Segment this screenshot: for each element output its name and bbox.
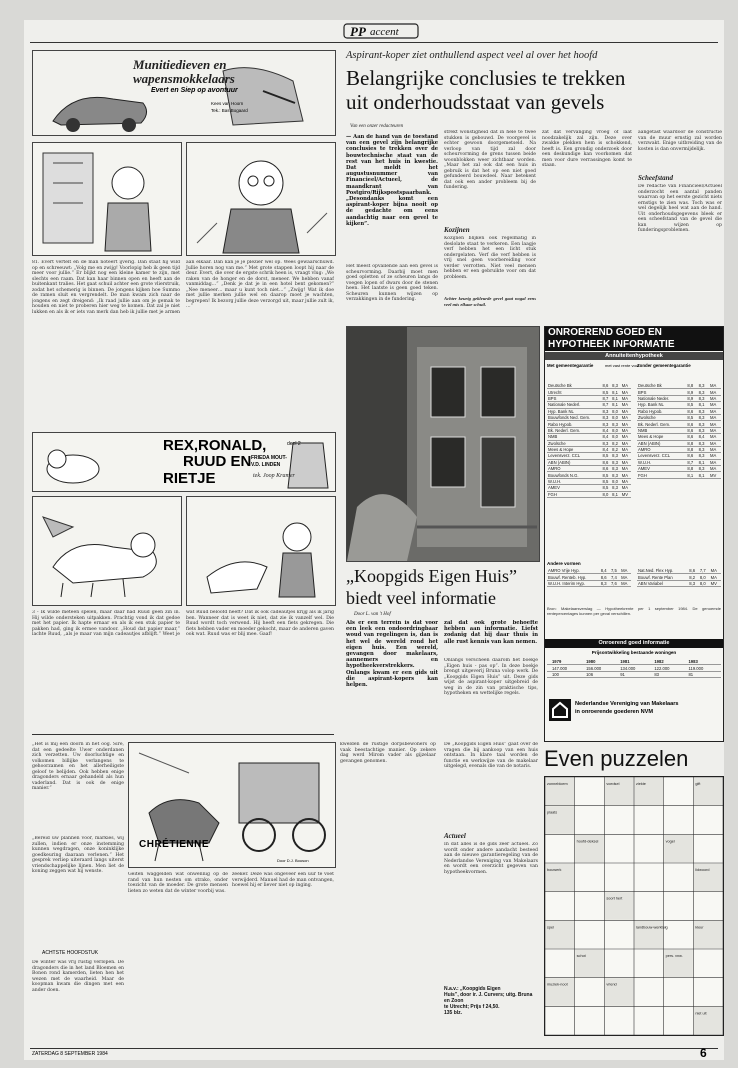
table-cell: 8,7	[686, 459, 697, 465]
table-cell: Mees & Hope	[547, 446, 601, 452]
table-cell: 8,6	[686, 434, 697, 440]
article-byline: Van een onzer redacteuren	[350, 124, 404, 129]
rex-author1: FRIEDA MOUT-	[251, 455, 287, 461]
comic1-caption: 81. Evert vertelt en de man noteert ijverig. Dan staat hij wild op en schreeuwt: „Volg me en zwijg! Voorlopig heb ik geen tijd meer voor jullie.” Er blijkt nog een kleine kamer te zijn, met slechts een raam. Dat kan haar binnen open en heeft aan de buitenkant tralies. Het gaat schuil achter een grote vlierstruik, zodat het schemerig is binnen. De jongens kijken hoe Summo de ramen sluit en vergrendelt. De man kwam zich naar de jongens en zegt dreigend: „Ik raad jullie aan om je gemak te houden en niet te proberen hier weg te komen. Dat zal je niet lukken en als ik er iets van merk dan heb ik jullie met je armen aan elkaar. Dan kan je je plezier wel op. Wees gewaarschuwd. Jullie horen nog van me.” Met grote stappen loopt hij naar de deur. Evert, die over de ergste schrik heen is, vraagt vlug: „We raken van de honger en de dorst, meneer. We hebben vanaf vanmiddag…” „Denk je dat je in een hotel bent gekomen?” „Nee meneer… maar u kunt toch niet…” „Zwijg! Wat ik doe met jullie merken jullie wel en daarop moet je wachten, begrepen! Ik bezorg jullie deze verzorgd uit, maar jullie zult ik, …”	[32, 260, 334, 315]
accent-logo-icon	[342, 22, 422, 40]
table-cell: 8,7	[601, 395, 611, 401]
table-cell: 8,0	[611, 408, 621, 414]
hypo-col-left: Met gemeentegarantie	[547, 363, 594, 368]
table-cell: Deutsche Bk	[637, 383, 686, 389]
bookinfo-line2: Huis”, door ir. J. Curvers; uitg. Bruna en Zoon	[444, 992, 533, 1004]
table-cell: MA	[709, 434, 721, 440]
table-cell: MA	[621, 395, 631, 401]
table-cell: 8,3	[611, 472, 621, 478]
hypo-table-var2	[637, 568, 721, 587]
table-cell: 8,5	[601, 485, 611, 491]
table-cell: MA	[621, 459, 631, 465]
puzzle-clue: hoofd-deksel	[576, 839, 599, 844]
article-body3: Kozijnen blijken ook regelmatig in deslolate staat te verkeren. Een laagje verf hebben het een licht stuk ondergelaten. Verf die verf hebben is vrij snel geen voorbereiding voor verder verrotten. Niet veel mensen hebben er een gebruikte voor om dat probleem.	[444, 236, 536, 280]
table-cell: 8,3	[611, 459, 621, 465]
table-cell: MA	[709, 383, 721, 389]
table-cell: 7,4	[610, 574, 620, 580]
article-body5: aangetast waardoor de constructie van de muur ernstig zal worden verzwakt. Enige uitbreiding van de kosten is dan onvermijdelijk.	[638, 130, 722, 152]
table-row	[547, 491, 631, 497]
comic-drawing-2	[187, 143, 335, 255]
hypo-footnote: Bron: Makelaarsverslag — Hypotheekrente per 1 september 1984. De genoemde rentepercentages kunnen per geval verschillen.	[547, 607, 721, 616]
table-cell: 8,3	[698, 395, 709, 401]
table-cell: 8,1	[611, 389, 621, 395]
rex-title-line3: RIETJE	[163, 470, 216, 487]
rex-caption: 3 - Ik wilde meteen spelen, maar daar had Ruud geen zin in. Hij wilde ondersteken uitpakken. Prachtig vond ik dat gedoe met het papier. Ik hapte ernaar en als ik een stuk papier te pakken had, ging ik ermee vandoor. „Houd dat papier maar,” lachte Ruud, „als je maar van mijn cadeautjes afblijft.” Weet je wat Ruud beloofd heeft? Dat ik ook cadeautjes krijg als ik jarig ben. Wanneer dat is weet ik niet, dat zie ik vanzelf wel. Die Ruud wordt toch verwend. Hij heeft een fiets gekregen. Die fiets hebben vader en moeder gekocht, maar de anderen gaven ook wat. Ruud was er blij mee. Gaaf!	[32, 610, 334, 637]
table-cell: MA	[709, 453, 721, 459]
nvm-line2: in onroerende goederen NVM	[575, 709, 654, 715]
puzzle-clue: vogel	[665, 839, 675, 844]
table-cell: 8,5	[601, 389, 611, 395]
article-subhead-scheefstand: Scheefstand	[638, 174, 673, 182]
puzzle-clue: landbouw-werktuig	[636, 925, 668, 930]
table-cell: MV	[621, 491, 631, 497]
table-cell: 8,3	[611, 383, 621, 389]
rex-illustrator: tek. Joop Kramer	[253, 473, 295, 479]
table-cell: AMEV	[637, 466, 686, 472]
table-cell: Bk. Nederl. Gem.	[547, 427, 601, 433]
article-kicker: Aspirant-koper ziet onthullend aspect veel al over het hoofd	[346, 50, 598, 61]
table-cell: 8,3	[698, 421, 709, 427]
table-cell: MA	[709, 427, 721, 433]
koopgids-body4: In dat alles is de gids zeer actueel. Zo wordt onder andere aandacht besteed aan de nieuwe garantieregeling van de Nederlandse Vereniging van Makelaars en wordt een overzicht gegeven van hypotheekvormen.	[444, 842, 538, 875]
hypo-title-line2: HYPOTHEEK INFORMATIE	[545, 339, 724, 351]
table-cell: 8,0	[699, 574, 710, 580]
table-cell: AMRO	[547, 466, 601, 472]
table-row	[637, 472, 721, 478]
puzzle-clue: spel	[547, 925, 554, 930]
table-cell: 8,1	[611, 395, 621, 401]
koopgids-lead: Als er een terrein is dat voor een leek een ondoordringbaar woud van regelingen is, dan is het wel de wereld rond het eigen huis. Een wereld, gevangen door makelaars, aannemers en hypotheekverstrekkers. Onlangs kwam er een gids uit die aspirant-kopers kan helpen.	[346, 620, 438, 689]
table-cell: 8,1	[686, 472, 697, 478]
og-year: 1980	[585, 659, 619, 665]
table-cell: 8,5	[686, 414, 697, 420]
table-cell: MA	[621, 408, 631, 414]
table-cell: 8,6	[601, 466, 611, 472]
table-cell: 8,3	[698, 427, 709, 433]
table-cell: FGH	[637, 472, 686, 478]
article-lead: — Aan de hand van de toestand van een gevel zijn belangrijke conclusies te trekken over de bouwtechnische staat van de rest van het huis in kwestie. Dat meldt het augustusnummer van Financieel/Actueel, de maandkrant van Postgiro/Rijkspostspaarbank. „Desondanks komt een aspirant-koper bijna nooit op de gedachte om eens aandachtig naar een gevel te kijken”.	[346, 134, 438, 227]
og-subtitle: Prijsontwikkeling bestaande woningen	[591, 650, 677, 655]
article-body1: Het meest opvallende aan een gevel is scheurvorming. Daarbij moet men goed opletten of ze scheuren langs de voegen lopen of dwars door de stenen heen. Het laatste is geen goed teken. Scheuren kunnen wijzen op verzakkingen in de fundering.	[346, 264, 438, 302]
og-cell: 156.000	[585, 665, 619, 671]
page-number: 6	[700, 1046, 707, 1060]
table-cell: MA	[709, 389, 721, 395]
chretienne-body5: kwelden de rustige dorpsbewoners op vaak beestachtige manier. Op zekere dag werd Mirom vader als gijzelaar gevangen genomen.	[340, 742, 436, 764]
og-cell: 81	[687, 671, 721, 677]
table-cell: MA	[621, 440, 631, 446]
table-cell: Mees & Hope	[637, 434, 686, 440]
table-cell: 8,3	[601, 440, 611, 446]
table-cell: 8,3	[698, 389, 709, 395]
top-rule	[30, 42, 718, 43]
table-cell: FGH	[547, 491, 601, 497]
og-cell: 122.000	[653, 665, 687, 671]
table-cell: 8,6	[686, 408, 697, 414]
og-cell: 100	[551, 671, 585, 677]
koopgids-headline-line2: biedt veel informatie	[346, 588, 496, 608]
table-cell: Deutsche Bk	[547, 383, 601, 389]
table-cell: ABN (ABIN)	[637, 440, 686, 446]
table-cell: MA	[709, 440, 721, 446]
article-body4: zat dat vervanging vroeg of laat noodzakelijk zal zijn. Deze over zwakke plekken hem is schokkend, heeft is. Een grondig onderzoek door een deskundige kan voorkomen dat men voor dure verrassingen komt te staan.	[542, 130, 632, 168]
table-cell: 8,9	[686, 389, 697, 395]
table-cell: 8,3	[611, 421, 621, 427]
puzzle-clue: soort hert	[606, 896, 623, 901]
banner-subtitle: Evert en Siep op avontuur	[151, 87, 238, 94]
table-cell: Nationale Neder.	[637, 395, 686, 401]
table-cell: 8,8	[686, 383, 697, 389]
table-cell: MA	[621, 478, 631, 484]
puzzle-clue: bouwerk	[547, 868, 562, 872]
puzzle-clue: ziekte	[636, 782, 646, 786]
puzzle-grid	[544, 776, 724, 1036]
table-cell: Rabo Hypob.	[637, 408, 686, 414]
koopgids-subhead: Actueel	[444, 832, 466, 840]
table-cell: 8,3	[698, 440, 709, 446]
rex-deel: deel 2	[287, 441, 301, 447]
chretienne-body3: Geiten waggelden wat onwennig op de rand van hun nesten om strako, onder toezicht van de moeder. De grote mensen lieten zo weten dat de winter voorbij was.	[128, 872, 228, 894]
table-cell: MA	[620, 568, 631, 574]
table-cell: MA	[621, 421, 631, 427]
table-cell: MA	[621, 414, 631, 420]
table-cell: 8,3	[601, 421, 611, 427]
rex-title-line2: RUUD EN	[183, 453, 252, 470]
table-cell: 8,6	[686, 427, 697, 433]
puzzle-grid-lines	[545, 777, 723, 1035]
table-cell: 8,4	[601, 434, 611, 440]
table-cell: W.U.H.	[547, 478, 601, 484]
table-cell: Nat.Ned. Flex Hyp.	[637, 568, 688, 574]
article-headline-line2: uit onderhoudsstaat van gevels	[346, 90, 605, 114]
bookinfo-line1: N.a.v.: „Koopgids Eigen	[444, 986, 501, 992]
table-cell: MA	[709, 466, 721, 472]
table-cell: 8,3	[698, 408, 709, 414]
comic-panel-1	[32, 142, 182, 256]
table-cell: MA	[621, 389, 631, 395]
table-cell: 8,3	[611, 453, 621, 459]
table-cell: 8,3	[698, 414, 709, 420]
table-cell: Levensverz. CCL	[637, 453, 686, 459]
table-cell: MA	[709, 408, 721, 414]
table-cell: Zwolsche	[637, 414, 686, 420]
table-cell: Bouwf. Rente Plan	[637, 574, 688, 580]
table-cell: 8,7	[601, 402, 611, 408]
table-cell: Zwolsche	[547, 440, 601, 446]
table-cell: 8,8	[686, 466, 697, 472]
table-cell: 8,3	[601, 408, 611, 414]
table-cell: MA	[621, 453, 631, 459]
puzzle-clue: schot	[576, 954, 586, 958]
footer-rule	[30, 1048, 718, 1049]
puzzle-clue: niet uit	[695, 1011, 707, 1016]
table-cell: MA	[621, 446, 631, 452]
og-year: 1979	[551, 659, 585, 665]
table-cell: AMRO	[637, 446, 686, 452]
footer-date: ZATERDAG 8 SEPTEMBER 1984	[32, 1051, 108, 1057]
table-cell: MV	[709, 472, 721, 478]
koopgids-body2: Onlangs verscheen daarom het boekje „Eigen huis - pas op”. In deze boekje brengt uitgeverij Bruna volop werk. De „Koopgids Eigen Huis” uit. Deze gids wijst de aspirant-koper uitgebreid de weg in de zin van praktische tips, hypotheken en wettelijke regels.	[444, 658, 538, 696]
table-cell: Hyp. Bank NL	[637, 402, 686, 408]
table-cell: 8,0	[601, 491, 611, 497]
hypo-table-right	[637, 383, 721, 479]
table-cell: AMEV	[547, 485, 601, 491]
rex-drawing-child	[187, 497, 335, 605]
hypo-table-var	[547, 568, 631, 587]
table-cell: Bouwfonds Ned. Gem.	[547, 414, 601, 420]
puzzle-clue: pers. vnw.	[665, 954, 683, 958]
article-subhead-kozijnen: Kozijnen	[444, 226, 470, 234]
koopgids-body1: zal dat ook grote behoefte hebben aan informatie. Liefst zodanig dat hij daar thuis in alle rust kennis van kan nemen.	[444, 620, 538, 645]
table-cell: Bk. Nederl. Gem.	[637, 421, 686, 427]
table-cell: MA	[621, 472, 631, 478]
svg-text:accent: accent	[370, 26, 399, 38]
puzzle-clue: voedsel	[606, 782, 620, 786]
table-cell: 8,4	[600, 568, 610, 574]
table-cell: 8,4	[601, 427, 611, 433]
table-cell: 8,8	[686, 446, 697, 452]
nvm-logo	[549, 699, 571, 721]
photo-caption: Achter keurig gekleurde gevel gaat nogal eens veel mis elkaar schuil.	[444, 296, 536, 307]
table-cell: MA	[621, 466, 631, 472]
svg-text:PP: PP	[350, 24, 366, 39]
table-cell: MA	[621, 402, 631, 408]
table-cell: 8,1	[611, 402, 621, 408]
table-cell: 8,3	[688, 580, 699, 586]
og-year: 1981	[619, 659, 653, 665]
table-cell: 8,9	[686, 395, 697, 401]
table-cell: 8,8	[686, 440, 697, 446]
og-cell: 106	[585, 671, 619, 677]
table-cell: 8,6	[601, 383, 611, 389]
table-cell: 8,3	[601, 414, 611, 420]
chretienne-body1: „Bereid uw plannen voor, markies, wij zullen, indien er onze instemming kunnen wegdragen, onze koninklijke goedkeuring daaraan verlenen.” Het gesprek verliep uiteraard langs uiterst vriendschappelijke lijnen. Men liet de koning zeggen wat hij wenste.	[32, 836, 124, 874]
table-row	[547, 580, 631, 586]
table-cell: W.U.H.	[637, 459, 686, 465]
table-cell: 8,3	[698, 466, 709, 472]
rex-panel-1	[32, 496, 182, 606]
comic-banner	[32, 50, 336, 136]
koopgids-body3: De „Koopgids Eigen Huis” gaat over de vragen die bij aankoop van een huis ontstaan. In klare taal worden de functie en werkwijze van de makelaar uitgelegd, evenals die van de notaris.	[444, 742, 538, 769]
og-cell: 83	[653, 671, 687, 677]
table-cell: 8,4	[601, 446, 611, 452]
table-cell: 8,5	[601, 453, 611, 459]
table-cell: MA	[710, 574, 721, 580]
puzzle-title: Even puzzelen	[544, 746, 689, 771]
rex-panel-2	[186, 496, 336, 606]
table-cell: 7,5	[610, 568, 620, 574]
puzzle-clue: lidwoord	[695, 868, 710, 872]
banner-credit2: Tek.: Bas Bogaard	[211, 108, 248, 113]
table-cell: NMB	[637, 427, 686, 433]
table-cell: 8,3	[698, 453, 709, 459]
hypo-title-line1: ONROEREND GOED EN	[545, 327, 724, 339]
masthead-logo	[342, 22, 422, 40]
table-cell: 8,5	[601, 472, 611, 478]
house-photo-art	[347, 327, 539, 561]
table-cell: Nationale Nederl.	[547, 402, 601, 408]
table-cell: Utrecht	[547, 389, 601, 395]
rex-title-line1: REX,RONALD,	[163, 437, 267, 454]
rex-title-panel	[32, 432, 336, 492]
table-cell: 8,6	[600, 574, 610, 580]
table-cell: 8,2	[611, 440, 621, 446]
table-cell: 8,2	[688, 574, 699, 580]
table-cell: ABN (ABIN)	[547, 459, 601, 465]
table-cell: MA	[620, 574, 631, 580]
table-cell: 8,0	[611, 478, 621, 484]
table-cell: 7,7	[699, 568, 710, 574]
hypo-subtitle: Annuiteitenhypotheek	[545, 352, 723, 360]
article-body2: strekt wonstigheid dat in hele te twee stukken is gebouwd. De voorgevel is echter gewoon doorgemetseld. Na verloop van tijd zal door scheurvorming de grens tussen beide woonblokken weer zichtbaar worden. „Maar het zal ook dat een huis in gebruik is dat het op een niet goed gefundeerd bouwdeel. Naar betekent dat ook een ander probleem bij de fundering.	[444, 130, 536, 190]
table-cell: W.U.H. Interim Hyp.	[547, 580, 600, 586]
nvm-house-icon	[549, 699, 571, 721]
puzzle-clue: muziek-noot	[547, 982, 568, 987]
newspaper-page	[24, 20, 724, 1060]
hypo-variabel-head: Andere vormen	[547, 561, 581, 566]
table-cell: MA	[621, 434, 631, 440]
koopgids-byline: Door L. van 't Hof	[354, 612, 391, 617]
chretienne-intro: „Het is mij een doorn in het oog. Sire, dat een gedeelte Uwer onderdanen zich verzetten. Uw doorluchtige en volkomen billijke verlangens te gehoorzamen en het allerheiligste geloof te belijden. Ook hebben enige dragonders ernaar gehandeld als hun vaderland. Dat is ook de enige manier.”	[32, 742, 124, 791]
table-cell: 8,3	[611, 485, 621, 491]
banner-title-line1: Munitiedieven en	[133, 57, 227, 72]
table-cell: 8,2	[611, 446, 621, 452]
hypo-box	[544, 326, 724, 742]
table-cell: BPS	[547, 395, 601, 401]
puzzle-clue: gift	[695, 782, 701, 786]
chretienne-chapter-head: ACHTSTE HOOFDSTUK	[42, 950, 99, 956]
table-cell: MA	[710, 568, 721, 574]
table-cell: 7,6	[610, 580, 620, 586]
table-cell: Bouwfonds N.G.	[547, 472, 601, 478]
table-cell: 8,0	[699, 580, 710, 586]
nvm-line1: Nederlandse Vereniging van Makelaars	[575, 701, 679, 707]
hypo-col-period: met vast rente voor	[605, 363, 640, 368]
table-cell: 8,3	[698, 383, 709, 389]
article-body6: De redactie van Financieel/Actueel onderzocht een aantal panden waarvan op het eerste gezicht niets ernstigs te zien was. Toch was er wel degelijk heel wat aan de hand. Uit onderhoudsgegevens bleek er een scheefstand van de gevel die kan wijzen op funderingsproblemen.	[638, 184, 722, 233]
hypo-table-left	[547, 383, 631, 498]
article-headline-line1: Belangrijke conclusies te trekken	[346, 66, 626, 90]
table-cell: Hyp. Bank NL	[547, 408, 601, 414]
table-cell: Bouwf. Renteb. Hyp.	[547, 574, 600, 580]
og-year: 1982	[653, 659, 687, 665]
chretienne-body4: zeeker. Deze was ongeveer een uur te voet verwijderd. Manuel had de man ontvangen, hoewel hij er liever niet op inging.	[232, 872, 334, 888]
table-cell: AMRO Vrije Hyp.	[547, 568, 600, 574]
chretienne-illustration	[128, 742, 336, 868]
table-cell: 8,3	[698, 446, 709, 452]
comic-panel-2	[186, 142, 336, 256]
og-cell: 91	[619, 671, 653, 677]
table-cell: NMB	[547, 434, 601, 440]
chretienne-title: CHRÉTIENNE	[139, 839, 210, 850]
table-cell: Levensverz. CCL	[547, 453, 601, 459]
banner-title-line2: wapensmokkelaars	[133, 71, 235, 86]
banner-credit1: Kees van Hoorn	[211, 101, 244, 106]
rex-author2: V.D. LINDEN	[251, 462, 281, 468]
table-cell: MA	[621, 383, 631, 389]
table-cell: 8,5	[686, 402, 697, 408]
table-cell: 8,0	[611, 414, 621, 420]
table-cell: MA	[709, 402, 721, 408]
table-cell: 8,1	[698, 402, 709, 408]
table-cell: MA	[709, 446, 721, 452]
table-cell: MV	[710, 580, 721, 586]
table-cell: 8,3	[611, 466, 621, 472]
puzzle-clue: plaats	[547, 810, 558, 815]
table-cell: 8,5	[601, 478, 611, 484]
table-cell: 8,6	[688, 568, 699, 574]
table-cell: 8,6	[686, 453, 697, 459]
table-cell: 8,0	[611, 434, 621, 440]
rex-drawing-dog	[33, 497, 181, 605]
table-cell: MA	[709, 459, 721, 465]
table-cell: Rabo Hypob.	[547, 421, 601, 427]
og-table	[547, 659, 721, 678]
table-row	[637, 580, 721, 586]
og-cell: 134.000	[619, 665, 653, 671]
chretienne-body2: De winter was vrij rustig verlopen. De dragonders die in het land Bloemen en Bonen rond kamerden, lieten hen het wezen met de waarheid. Maar de koopman kwam die dingen met een ander doen.	[32, 960, 124, 993]
left-divider	[32, 734, 334, 735]
table-cell: MA	[621, 485, 631, 491]
bookinfo-line4: 135 blz.	[444, 1010, 463, 1016]
table-cell: MA	[709, 421, 721, 427]
koopgids-headline-line1: „Koopgids Eigen Huis”	[346, 566, 517, 586]
table-cell: 8,6	[686, 421, 697, 427]
table-cell: MA	[621, 427, 631, 433]
table-cell: 8,1	[698, 472, 709, 478]
hypo-col-right: Zonder gemeentegarantie	[637, 363, 691, 368]
table-cell: 8,6	[601, 459, 611, 465]
puzzle-clue: zonnebloem	[547, 782, 568, 786]
table-cell: MA	[709, 414, 721, 420]
table-cell: 8,3	[600, 580, 610, 586]
house-photo	[346, 326, 540, 562]
puzzle-clue: kleur	[695, 925, 704, 930]
og-cell: 147.000	[551, 665, 585, 671]
og-cell: 119.000	[687, 665, 721, 671]
table-cell: MA	[620, 580, 631, 586]
chretienne-credit: Door D.J. Bouson	[277, 858, 309, 863]
bookinfo-line3: te Utrecht; Prijs f 24,50.	[444, 1004, 500, 1010]
koopgids-bookinfo	[444, 986, 538, 1016]
puzzle-clue: vriend	[606, 982, 617, 987]
table-cell: 8,1	[611, 491, 621, 497]
og-year: 1983	[687, 659, 721, 665]
table-cell: 8,0	[611, 427, 621, 433]
table-cell: ABN Variabel	[637, 580, 688, 586]
table-cell: 8,4	[698, 434, 709, 440]
table-cell: MA	[709, 395, 721, 401]
og-title: Onroerend goed informatie	[545, 639, 723, 648]
comic-drawing-1	[33, 143, 181, 255]
table-cell: BPS	[637, 389, 686, 395]
table-cell: 8,1	[698, 459, 709, 465]
